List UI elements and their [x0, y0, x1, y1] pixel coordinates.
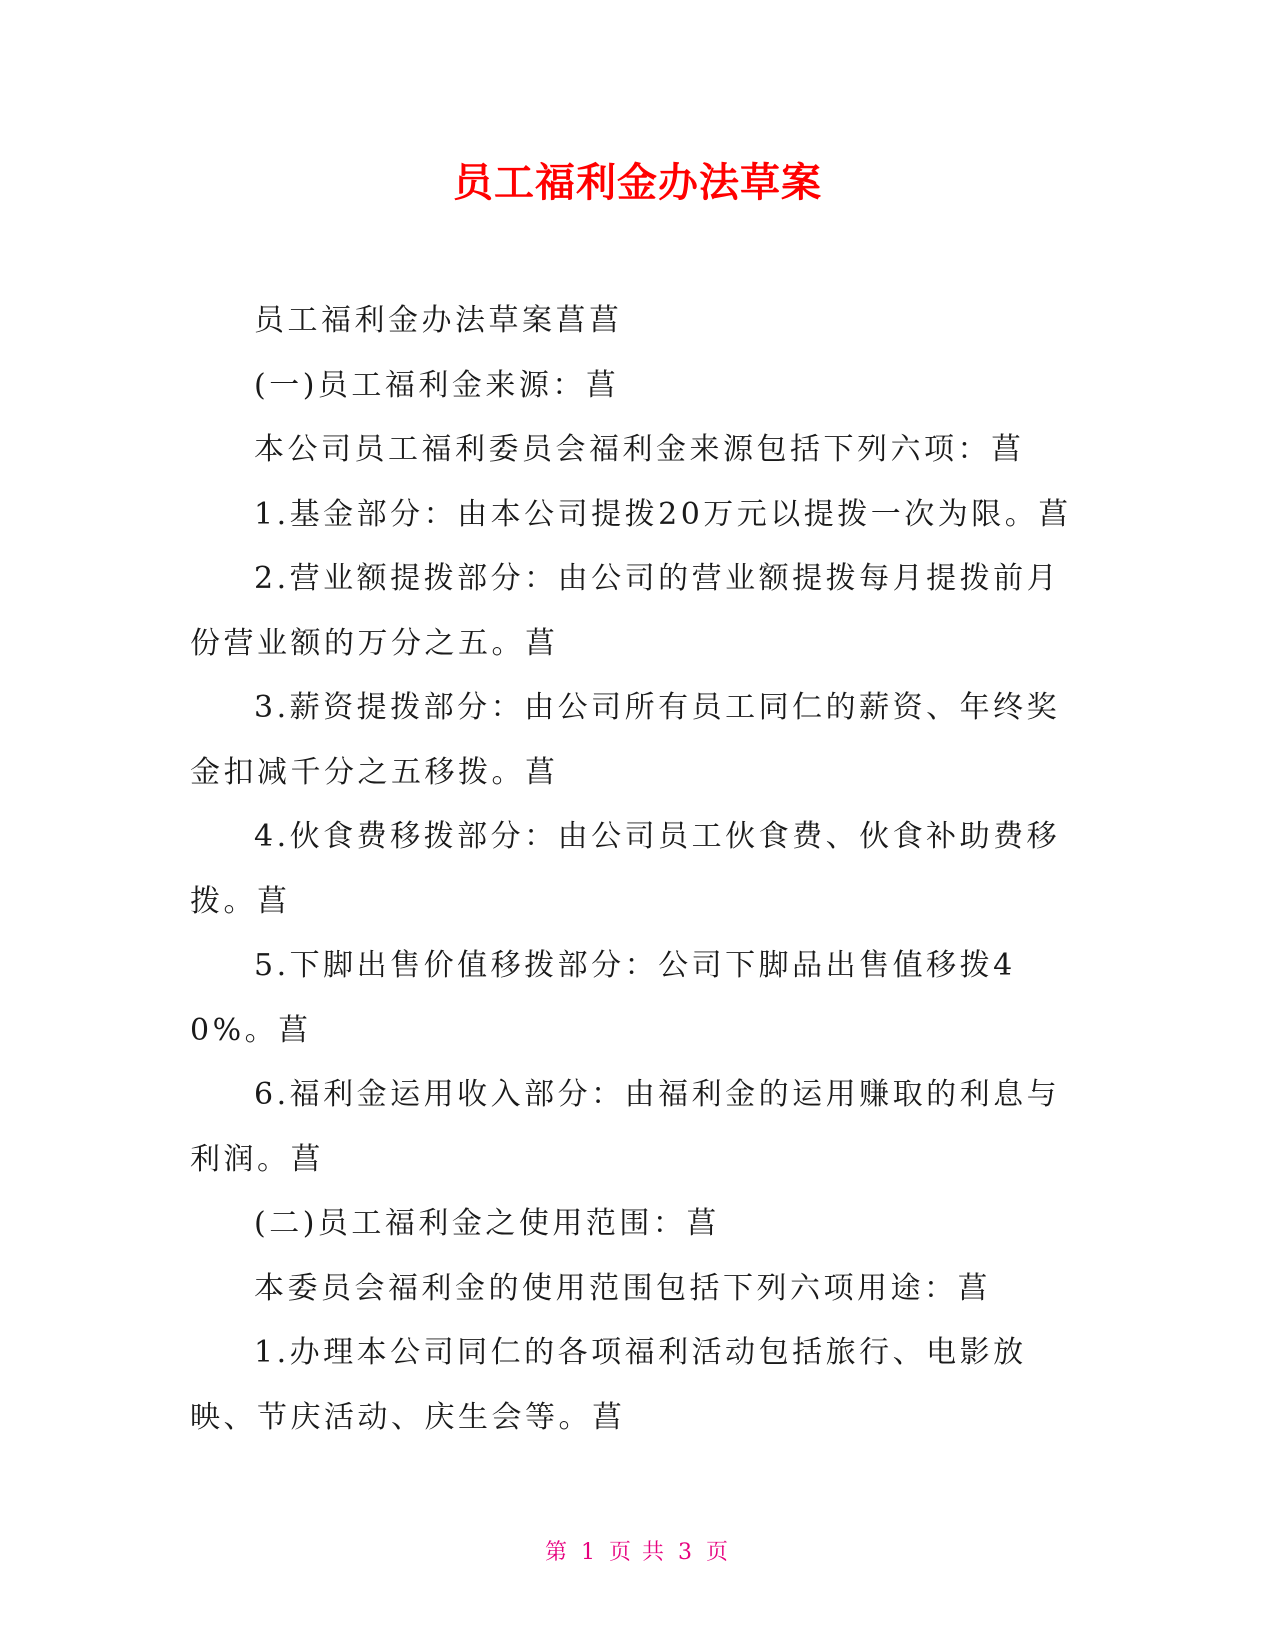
footer-prefix: 第: [544, 1540, 569, 1565]
document-body: [190, 289, 1080, 1450]
document-title: 员工福利金办法草案: [453, 160, 822, 206]
source-item-5: 5.下脚出售价值移拨部分：公司下脚品出售值移拨40%。菖: [190, 948, 1016, 1048]
source-item-4: 4.伙食费移拨部分：由公司员工伙食费、伙食补助费移拨。菖: [190, 819, 1061, 919]
section-one-heading: (一)员工福利金来源：菖: [254, 367, 620, 403]
section-two-heading: (二)员工福利金之使用范围：菖: [254, 1206, 720, 1241]
source-item-2: 2.营业额提拨部分：由公司的营业额提拨每月提拨前月份营业额的万分之五。菖: [190, 561, 1061, 661]
source-item-3: 3.薪资提拨部分：由公司所有员工同仁的薪资、年终奖金扣减千分之五移拨。菖: [190, 690, 1061, 790]
source-item-6: 6.福利金运用收入部分：由福利金的运用赚取的利息与利润。菖: [190, 1077, 1061, 1177]
footer-current-page: 1: [581, 1540, 597, 1565]
source-item-1: 1.基金部分：由本公司提拨20万元以提拨一次为限。菖: [254, 496, 1072, 532]
footer-total-pages: 3: [678, 1540, 694, 1565]
usage-item-1: 1.办理本公司同仁的各项福利活动包括旅行、电影放映、节庆活动、庆生会等。菖: [190, 1335, 1027, 1435]
footer-suffix: 页: [706, 1540, 731, 1565]
paragraph-heading: 员工福利金办法草案菖菖: [254, 303, 623, 338]
page-footer: [0, 1538, 1275, 1568]
paragraph-sources-intro: 本公司员工福利委员会福利金来源包括下列六项：菖: [254, 432, 1025, 467]
footer-mid: 页 共: [609, 1540, 666, 1565]
paragraph-usage-intro: 本委员会福利金的使用范围包括下列六项用途：菖: [254, 1270, 991, 1306]
